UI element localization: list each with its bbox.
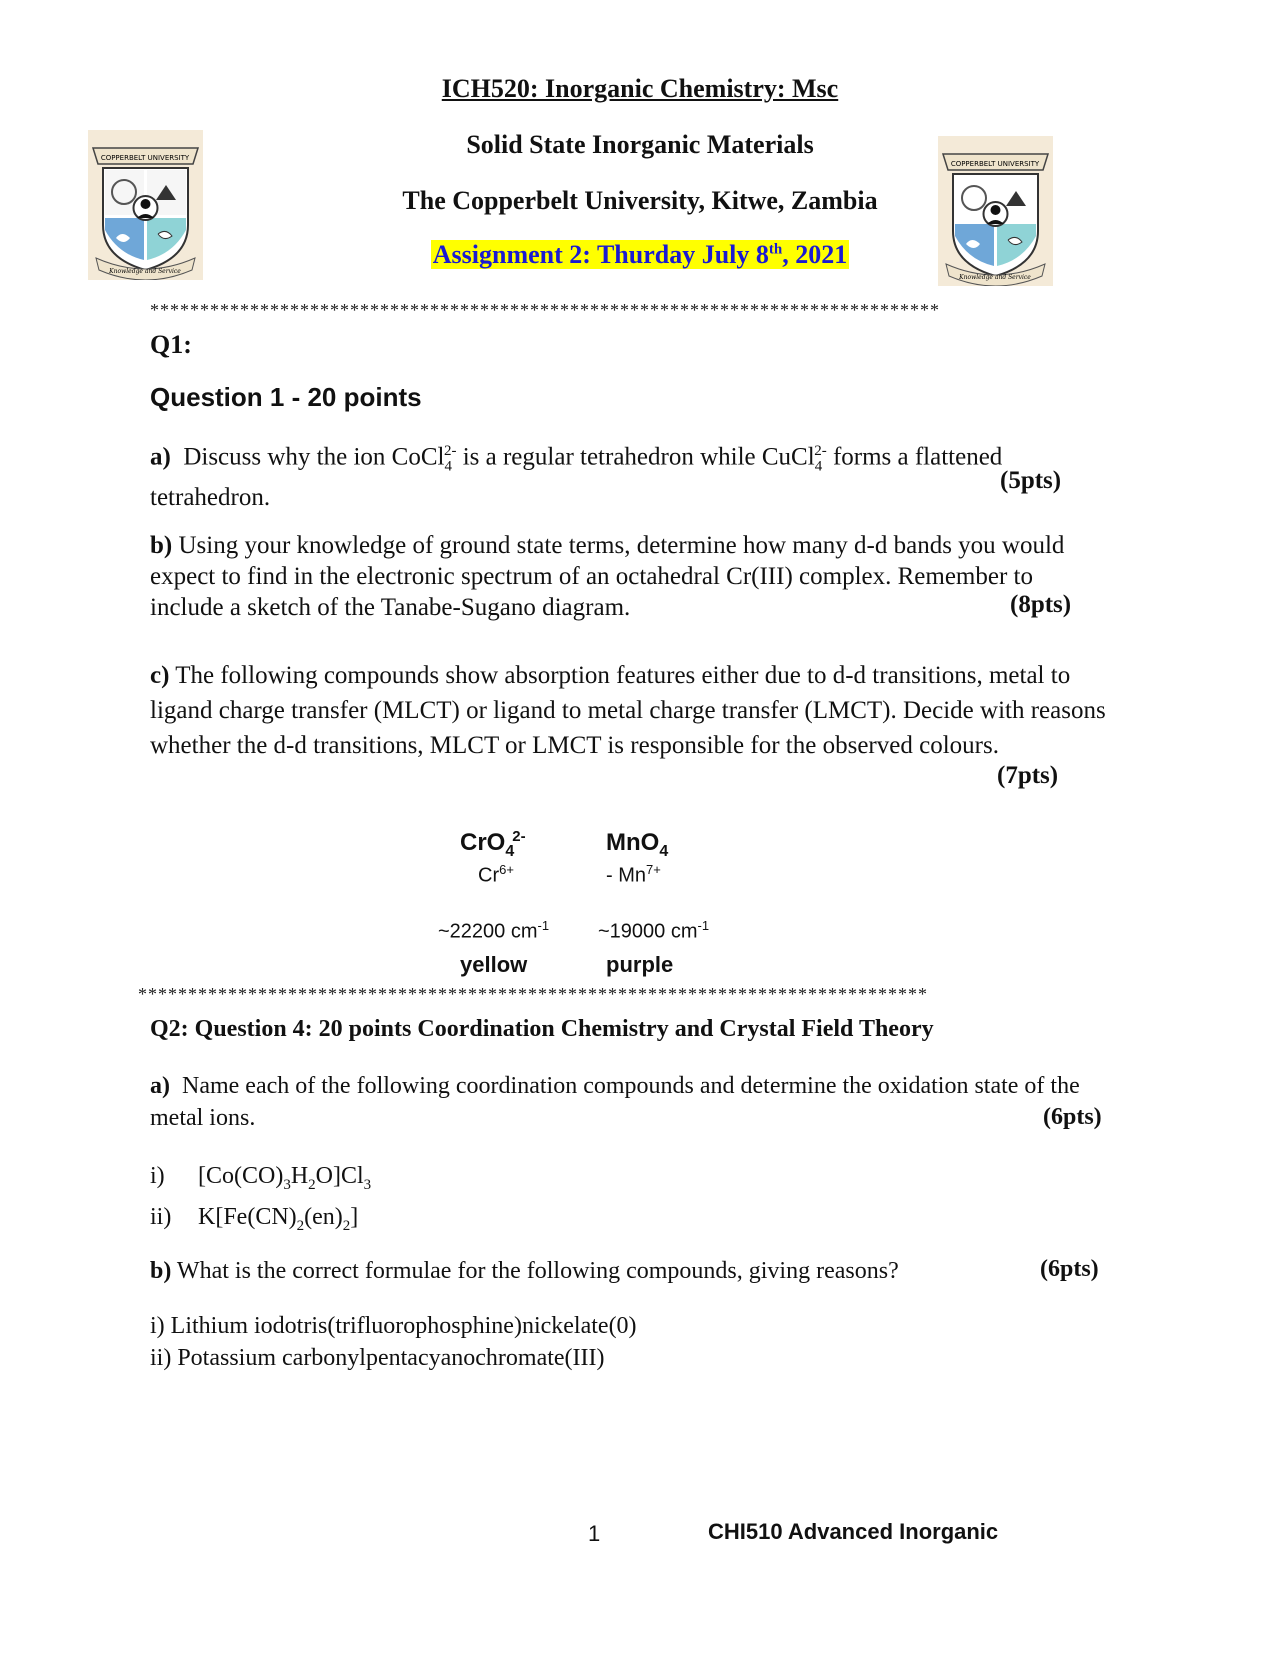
compound-ion: $Cr^{6+}$: [478, 862, 514, 887]
svg-text:COPPERBELT UNIVERSITY: COPPERBELT UNIVERSITY: [950, 160, 1040, 168]
list-item: ii) Potassium carbonylpentacyanochromate(III): [150, 1345, 605, 1371]
compound-formula: MnO$_4$: [606, 829, 669, 860]
assignment-line: Assignment 2: Thurday July 8th, 2021: [432, 240, 848, 269]
q1-c-points: (7pts): [997, 762, 1059, 789]
q2-part-b: b) What is the correct formulae for the following compounds, giving reasons?: [150, 1258, 899, 1284]
q2-b-list: [150, 1310, 637, 1374]
svg-text:Knowledge and Service: Knowledge and Service: [959, 274, 1031, 281]
compound-colour: purple: [606, 952, 674, 977]
compound-ion: - $Mn^{7+}$: [606, 862, 661, 887]
compound-wavenumber: ~22200 $cm^{-1}$: [438, 918, 550, 943]
compound-formula: CrO$_4^{2-}$: [460, 828, 526, 860]
svg-text:COPPERBELT UNIVERSITY: COPPERBELT UNIVERSITY: [100, 154, 190, 162]
footer-course: CHI510 Advanced Inorganic: [708, 1519, 999, 1544]
university-name: The Copperbelt University, Kitwe, Zambia: [402, 186, 878, 215]
list-item: i) $[Co(CO)_3H_2O]Cl_3$: [150, 1163, 372, 1193]
q1-heading: Question 1 - 20 points: [150, 382, 422, 412]
separator: *******************************************************************************: [150, 300, 940, 320]
q2-b-points: (6pts): [1040, 1256, 1099, 1282]
q2-a-points: (6pts): [1043, 1104, 1102, 1130]
q2-part-a: a) Name each of the following coordination compounds and determine the oxidation state of the metal ions.: [150, 1073, 1080, 1131]
q1-part-c: c) The following compounds show absorption features either due to d-d transitions, metal to ligand charge transfer (MLCT) or ligand to metal charge transfer (LMCT). Decide with reasons whether the d-d transitions, MLCT or LMCT is responsible for the observed colours.: [150, 662, 1106, 759]
topic-title: Solid State Inorganic Materials: [466, 130, 814, 159]
q1-b-points: (8pts): [1010, 591, 1072, 618]
q1-a-points: (5pts): [1000, 467, 1062, 494]
course-title: ICH520: Inorganic Chemistry: Msc: [441, 74, 839, 103]
q1-label: Q1:: [150, 330, 192, 359]
list-item: ii) $K[Fe(CN)_2(en)_2]$: [150, 1203, 359, 1234]
list-item: i) Lithium iodotris(trifluorophosphine)nickelate(0): [150, 1313, 637, 1339]
q1-part-b: b) Using your knowledge of ground state terms, determine how many d-d bands you would expect to find in the electronic spectrum of an octahedral Cr(III) complex. Remember to include a sketch of the Tanabe-Sugano diagram.: [150, 532, 1065, 621]
q1-part-a: a) Discuss why the ion CoCl$_4^{2-}$ is a regular tetrahedron while CuCl$_4^{2-}$ forms a flattened tetrahedron.: [150, 443, 1003, 512]
q2-a-list: [150, 1160, 371, 1242]
svg-text:Knowledge and Service: Knowledge and Service: [109, 268, 181, 275]
compound-colour: yellow: [460, 952, 528, 977]
page-number: 1: [588, 1521, 601, 1546]
q2-heading: Q2: Question 4: 20 points Coordination Chemistry and Crystal Field Theory: [150, 1016, 934, 1042]
separator: *******************************************************************************: [138, 984, 928, 1004]
compound-wavenumber: ~19000 $cm^{-1}$: [598, 918, 710, 943]
